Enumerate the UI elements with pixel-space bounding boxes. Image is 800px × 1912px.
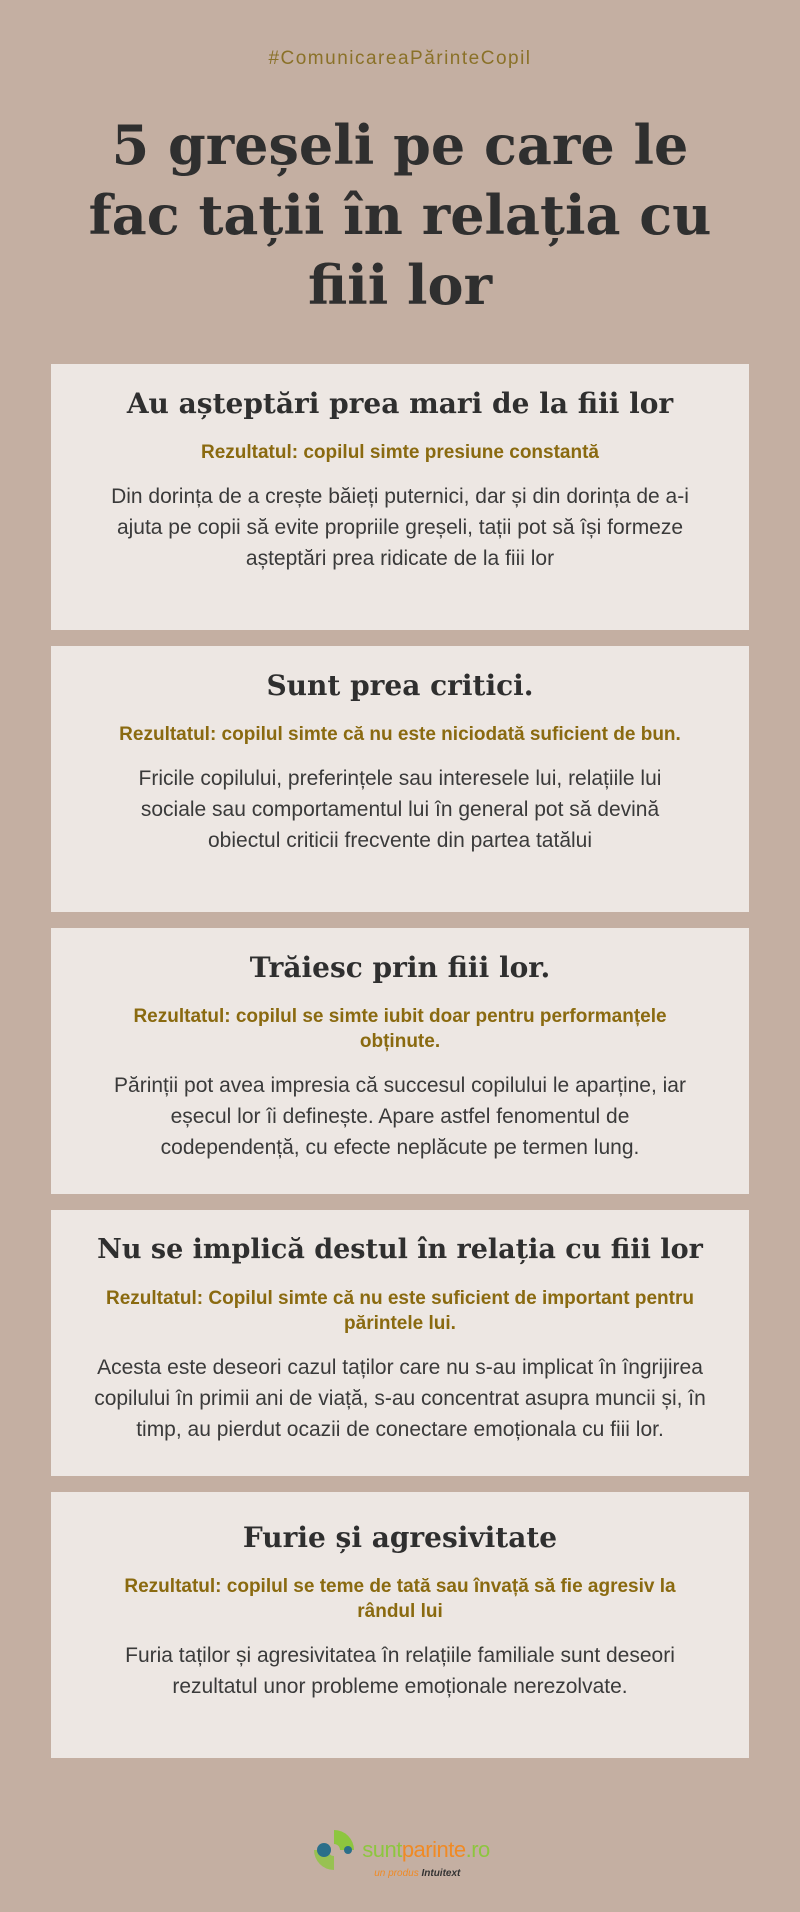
card-result: Rezultatul: Copilul simte că nu este suficient de important pentru părintele lui. [105, 1288, 694, 1334]
card-text: Furia taților și agresivitatea în relațiile familiale sunt deseori rezultatul unor probleme emoționale nerezolvate. [125, 1644, 675, 1698]
card-result: Rezultatul: copilul se teme de tată sau învață să fie agresiv la rândul lui [124, 1576, 676, 1622]
mistake-card-1 [51, 364, 749, 630]
card-text: Acesta este deseori cazul taților care nu s-au implicat în îngrijirea copilului în primii ani de viață, s-au concentrat asupra muncii și, în timp, au pierdut ocazii de conectare emoționala cu fiii lor. [94, 1356, 706, 1441]
card-title: Nu se implică destul în relația cu fiii lor [97, 1234, 703, 1265]
hashtag: #ComunicareaPărinteCopil [268, 48, 532, 69]
card-result: Rezultatul: copilul se simte iubit doar pentru performanțele obținute. [133, 1006, 667, 1052]
logo-icon [310, 1826, 358, 1874]
page-title: 5 greșeli pe care le fac tații în relația cu fiii lor [88, 113, 712, 317]
tagline-prefix: un produs [374, 1868, 419, 1879]
card-title: Furie și agresivitate [242, 1521, 558, 1554]
footer-logo[interactable] [0, 1826, 800, 1879]
mistake-card-3 [51, 928, 749, 1194]
logo-accent: parinte [401, 1837, 466, 1862]
card-text: Părinții pot avea impresia că succesul copilului le aparține, iar eșecul lor îi definește. Apare astfel fenomentul de codependență, cu efecte neplăcute pe termen lung. [114, 1074, 686, 1159]
card-text: Fricile copilului, preferințele sau interesele lui, relațiile lui sociale sau comportamentul lui în general pot să devină obiectul criticii frecvente din partea tatălui [138, 767, 662, 852]
mistake-card-2 [51, 646, 749, 912]
mistake-card-5 [51, 1492, 749, 1758]
card-text: Din dorința de a crește băieți puternici, dar și din dorința de a-i ajuta pe copii să evite propriile greșeli, tații pot să își formeze așteptări prea ridicate de la fiii lor [111, 485, 689, 570]
tagline-brand: Intuitext [421, 1868, 461, 1879]
card-title: Au așteptări prea mari de la fiii lor [126, 387, 674, 420]
card-result: Rezultatul: copilul simte presiune constantă [200, 442, 599, 463]
logo-text [362, 1837, 490, 1863]
mistake-card-4 [51, 1210, 749, 1476]
card-result: Rezultatul: copilul simte că nu este niciodată suficient de bun. [119, 724, 681, 745]
logo-prefix: sunt [362, 1837, 402, 1862]
card-title: Trăiesc prin fiii lor. [249, 951, 551, 984]
logo-tagline [374, 1868, 490, 1879]
card-title: Sunt prea critici. [266, 669, 534, 702]
logo-suffix: .ro [465, 1837, 490, 1862]
